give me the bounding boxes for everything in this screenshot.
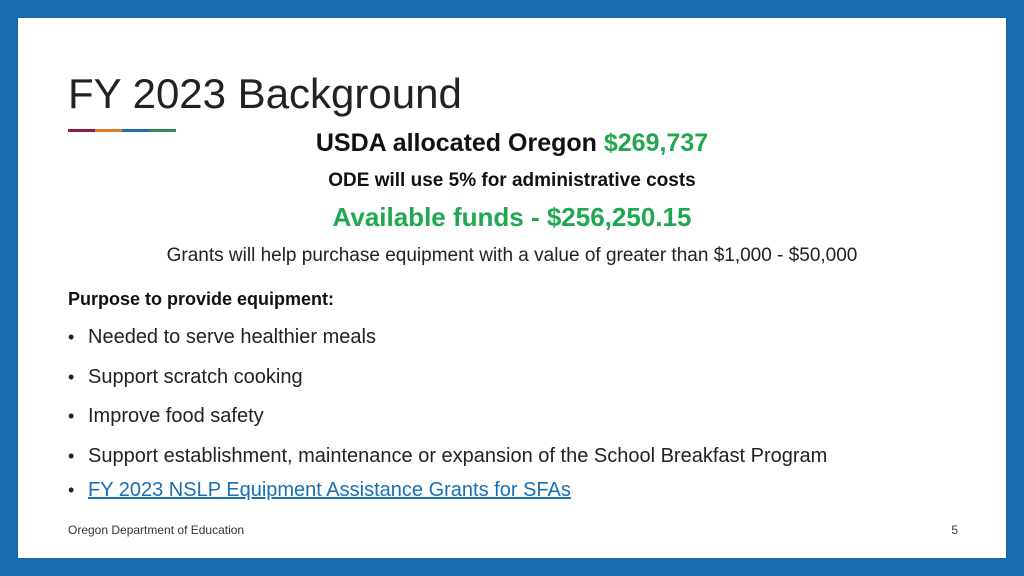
- allocation-amount: $269,737: [603, 129, 709, 157]
- slide-title: FY 2023 Background: [68, 70, 462, 117]
- list-item: [68, 444, 827, 468]
- bullet-dot: •: [68, 406, 75, 426]
- bullet-text: Improve food safety: [88, 405, 264, 427]
- list-item: [68, 404, 264, 428]
- purpose-heading: Purpose to provide equipment:: [68, 289, 335, 309]
- allocation-line: [18, 128, 1006, 158]
- list-item: [68, 365, 303, 389]
- bullet-dot: •: [68, 480, 75, 500]
- admin-cost-line: ODE will use 5% for administrative costs: [328, 170, 696, 191]
- bullet-dot: •: [68, 367, 75, 387]
- bullet-dot: •: [68, 327, 75, 347]
- slide: [18, 18, 1006, 558]
- bullet-dot: •: [68, 446, 75, 466]
- bullet-text: Needed to serve healthier meals: [88, 326, 376, 348]
- page-number: 5: [951, 523, 958, 537]
- equipment-grants-link[interactable]: FY 2023 NSLP Equipment Assistance Grants for SFAs: [88, 479, 571, 501]
- bullet-text: Support establishment, maintenance or expansion of the School Breakfast Program: [88, 445, 828, 467]
- grants-range-line: Grants will help purchase equipment with a value of greater than $1,000 - $50,000: [166, 245, 858, 266]
- available-funds-line: Available funds - $256,250.15: [332, 202, 692, 232]
- bullet-text: Support scratch cooking: [88, 366, 303, 388]
- list-item: [68, 325, 376, 349]
- footer-organization: Oregon Department of Education: [68, 523, 245, 537]
- list-item: [68, 478, 571, 502]
- allocation-prefix: USDA allocated Oregon: [315, 129, 604, 157]
